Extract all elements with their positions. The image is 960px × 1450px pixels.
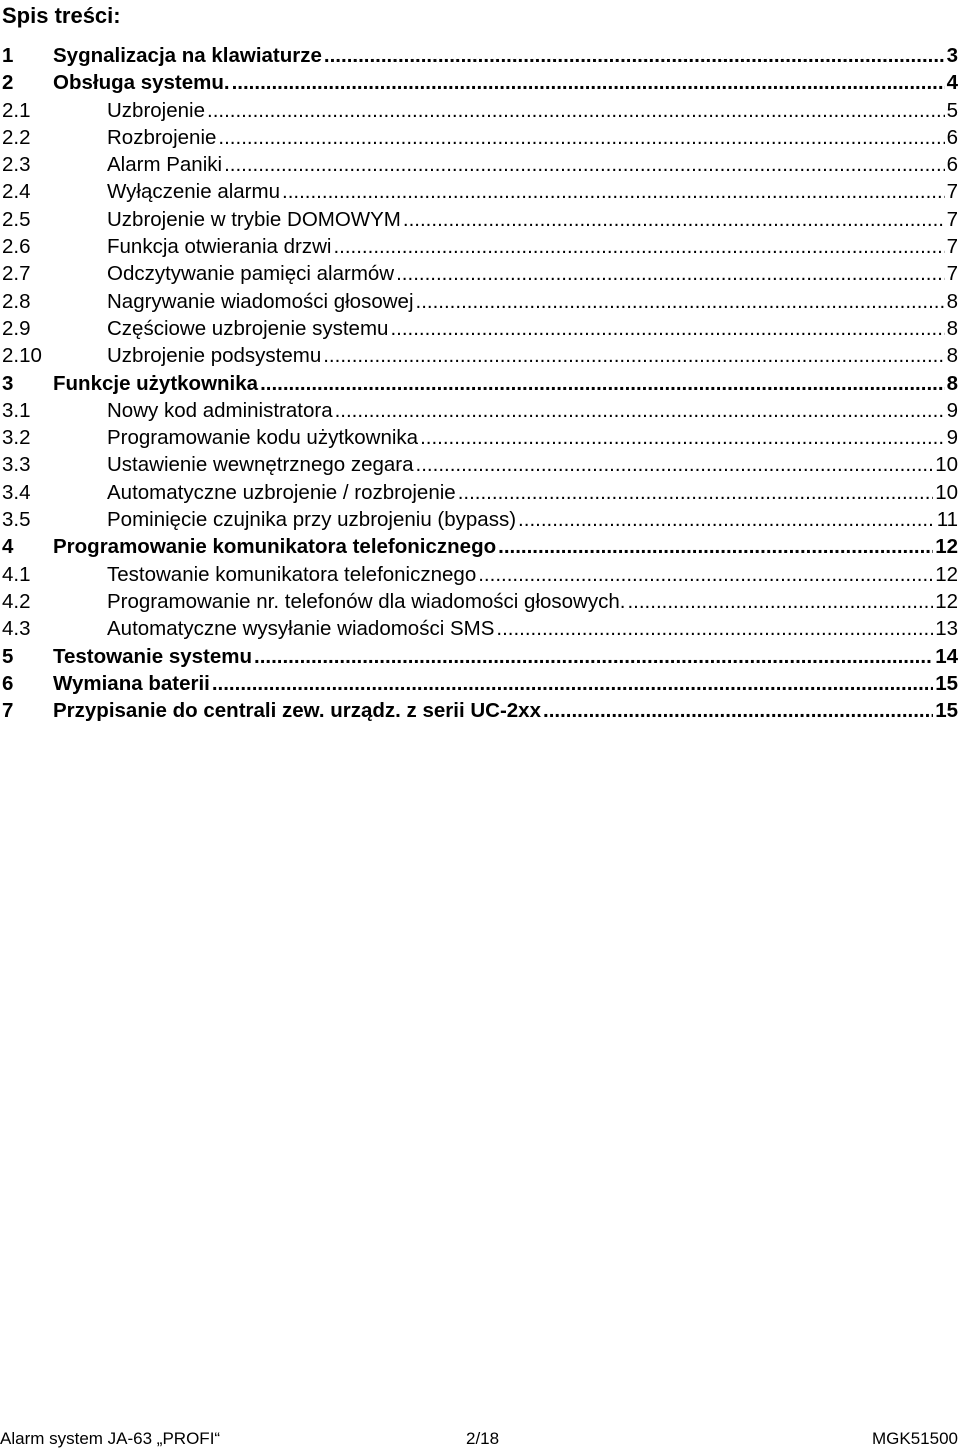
toc-entry[interactable] — [2, 260, 958, 287]
toc-entry[interactable] — [2, 506, 958, 533]
toc-entry-number: 4.1 — [2, 562, 31, 586]
toc-entry-page: 8 — [946, 289, 958, 313]
toc-entry-page: 9 — [946, 426, 958, 450]
toc-entry-title: Rozbrojenie — [107, 125, 217, 149]
toc-entry[interactable] — [2, 288, 958, 315]
toc-dot-leader — [543, 697, 933, 724]
toc-entry-title: Automatyczne wysyłanie wiadomości SMS — [107, 617, 495, 641]
toc-entry[interactable] — [2, 42, 958, 69]
toc-entry-title: Testowanie systemu — [53, 644, 252, 668]
page-title: Spis treści: — [2, 3, 121, 28]
toc-dot-leader — [458, 479, 933, 506]
toc-entry[interactable] — [2, 97, 958, 124]
toc-dot-leader — [207, 97, 945, 124]
toc-entry-page: 10 — [935, 453, 958, 477]
toc-entry-number: 3.4 — [2, 480, 31, 504]
toc-dot-leader — [232, 69, 945, 96]
footer-document-code: MGK51500 — [872, 1429, 958, 1448]
toc-entry-title: Automatyczne uzbrojenie / rozbrojenie — [107, 480, 456, 504]
toc-entry[interactable] — [2, 124, 958, 151]
toc-entry-title: Funkcja otwierania drzwi — [107, 235, 332, 259]
toc-entry-number: 4.3 — [2, 617, 31, 641]
toc-entry-number: 6 — [2, 671, 14, 695]
toc-dot-leader — [498, 533, 933, 560]
toc-entry-page: 8 — [946, 316, 958, 340]
toc-entry[interactable] — [2, 315, 958, 342]
toc-entry-title: Wyłączenie alarmu — [107, 180, 280, 204]
toc-entry-page: 6 — [946, 125, 958, 149]
toc-entry[interactable] — [2, 370, 958, 397]
toc-dot-leader — [478, 561, 933, 588]
toc-dot-leader — [282, 178, 945, 205]
toc-entry-title: Sygnalizacja na klawiaturze — [53, 44, 322, 67]
toc-entry-number: 3.5 — [2, 508, 31, 532]
toc-entry-number: 2 — [2, 71, 14, 95]
toc-entry-number: 2.5 — [2, 207, 31, 231]
toc-entry-page: 8 — [946, 371, 958, 395]
toc-dot-leader — [335, 397, 945, 424]
toc-entry-number: 3.1 — [2, 398, 31, 422]
toc-entry-page: 4 — [946, 71, 958, 95]
toc-entry-title: Programowanie kodu użytkownika — [107, 426, 419, 450]
toc-dot-leader — [324, 42, 945, 69]
toc-dot-leader — [416, 451, 934, 478]
toc-entry[interactable] — [2, 697, 958, 724]
toc-entry-page: 7 — [946, 207, 958, 231]
toc-entry-number: 2.6 — [2, 235, 31, 259]
toc-entry-title: Alarm Paniki — [107, 153, 223, 177]
toc-entry-page: 7 — [946, 235, 958, 259]
toc-entry-title: Uzbrojenie — [107, 98, 205, 122]
toc-dot-leader — [323, 342, 944, 369]
toc-entry[interactable] — [2, 451, 958, 478]
toc-dot-leader — [518, 506, 935, 533]
toc-dot-leader — [403, 206, 945, 233]
toc-entry[interactable] — [2, 397, 958, 424]
toc-entry[interactable] — [2, 561, 958, 588]
toc-entry-number: 7 — [2, 699, 14, 723]
toc-entry-number: 3 — [2, 371, 14, 395]
toc-entry-title: Odczytywanie pamięci alarmów — [107, 262, 395, 286]
toc-entry-title: Wymiana baterii — [53, 671, 210, 695]
toc-entry-title: Nagrywanie wiadomości głosowej — [107, 289, 414, 313]
toc-entry-number: 2.9 — [2, 316, 31, 340]
toc-entry-page: 12 — [935, 589, 958, 613]
toc-dot-leader — [627, 588, 933, 615]
toc-entry-number: 4 — [2, 535, 14, 559]
toc-dot-leader — [212, 670, 933, 697]
toc-entry-page: 15 — [935, 671, 958, 695]
toc-entry[interactable] — [2, 342, 958, 369]
footer-page-number: 2/18 — [466, 1429, 500, 1448]
toc-entry-title: Przypisanie do centrali zew. urządz. z serii UC-2xx — [53, 699, 541, 723]
toc-entry-page: 11 — [936, 508, 958, 532]
toc-entry-title: Testowanie komunikatora telefonicznego — [107, 562, 477, 586]
toc-entry-number: 5 — [2, 644, 14, 668]
toc-entry-page: 9 — [946, 398, 958, 422]
toc-entry[interactable] — [2, 424, 958, 451]
toc-dot-leader — [496, 615, 933, 642]
toc-entry-number: 2.7 — [2, 262, 31, 286]
toc-entry-page: 15 — [935, 699, 958, 723]
toc-entry-page: 14 — [935, 644, 958, 668]
toc-entry-page: 6 — [946, 153, 958, 177]
table-of-contents — [2, 42, 958, 724]
toc-entry-page: 8 — [946, 344, 958, 368]
toc-entry-title: Uzbrojenie podsystemu — [107, 344, 322, 368]
toc-entry[interactable] — [2, 670, 958, 697]
toc-entry-number: 2.1 — [2, 98, 31, 122]
toc-entry-page: 10 — [935, 480, 958, 504]
toc-entry[interactable] — [2, 479, 958, 506]
toc-dot-leader — [420, 424, 945, 451]
toc-entry-page: 3 — [946, 44, 958, 67]
toc-entry[interactable] — [2, 533, 958, 560]
toc-entry[interactable] — [2, 615, 958, 642]
toc-entry[interactable] — [2, 643, 958, 670]
toc-entry-number: 2.10 — [2, 344, 42, 368]
toc-dot-leader — [416, 288, 945, 315]
toc-entry-page: 7 — [946, 262, 958, 286]
toc-entry-title: Obsługa systemu. — [53, 71, 230, 95]
toc-dot-leader — [254, 643, 933, 670]
toc-entry-page: 12 — [935, 535, 958, 559]
toc-entry-title: Ustawienie wewnętrznego zegara — [107, 453, 414, 477]
toc-entry-number: 2.4 — [2, 180, 31, 204]
toc-entry-page: 7 — [946, 180, 958, 204]
toc-dot-leader — [333, 233, 944, 260]
toc-entry-number: 1 — [2, 44, 14, 67]
toc-entry[interactable] — [2, 588, 958, 615]
toc-dot-leader — [224, 151, 945, 178]
toc-dot-leader — [390, 315, 944, 342]
toc-entry[interactable] — [2, 69, 958, 96]
toc-dot-leader — [218, 124, 944, 151]
toc-entry-number: 2.8 — [2, 289, 31, 313]
footer-document-name: Alarm system JA-63 „PROFI“ — [0, 1429, 221, 1448]
toc-entry-number: 2.2 — [2, 125, 31, 149]
toc-entry[interactable] — [2, 233, 958, 260]
toc-entry-title: Uzbrojenie w trybie DOMOWYM — [107, 207, 401, 231]
toc-entry-title: Programowanie komunikatora telefonicznego — [53, 535, 497, 559]
toc-entry-page: 12 — [935, 562, 958, 586]
toc-entry-page: 5 — [946, 98, 958, 122]
toc-entry-number: 3.2 — [2, 426, 31, 450]
toc-entry-number: 4.2 — [2, 589, 31, 613]
toc-entry-title: Częściowe uzbrojenie systemu — [107, 316, 389, 340]
toc-entry-title: Funkcje użytkownika — [53, 371, 259, 395]
toc-entry-page: 13 — [935, 617, 958, 641]
toc-entry-title: Nowy kod administratora — [107, 398, 333, 422]
toc-entry[interactable] — [2, 206, 958, 233]
toc-entry-number: 3.3 — [2, 453, 31, 477]
toc-entry-title: Pominięcie czujnika przy uzbrojeniu (bypass) — [107, 508, 517, 532]
toc-dot-leader — [396, 260, 944, 287]
toc-dot-leader — [260, 370, 945, 397]
toc-entry-number: 2.3 — [2, 153, 31, 177]
toc-entry[interactable] — [2, 178, 958, 205]
toc-entry[interactable] — [2, 151, 958, 178]
toc-entry-title: Programowanie nr. telefonów dla wiadomości głosowych. — [107, 589, 626, 613]
